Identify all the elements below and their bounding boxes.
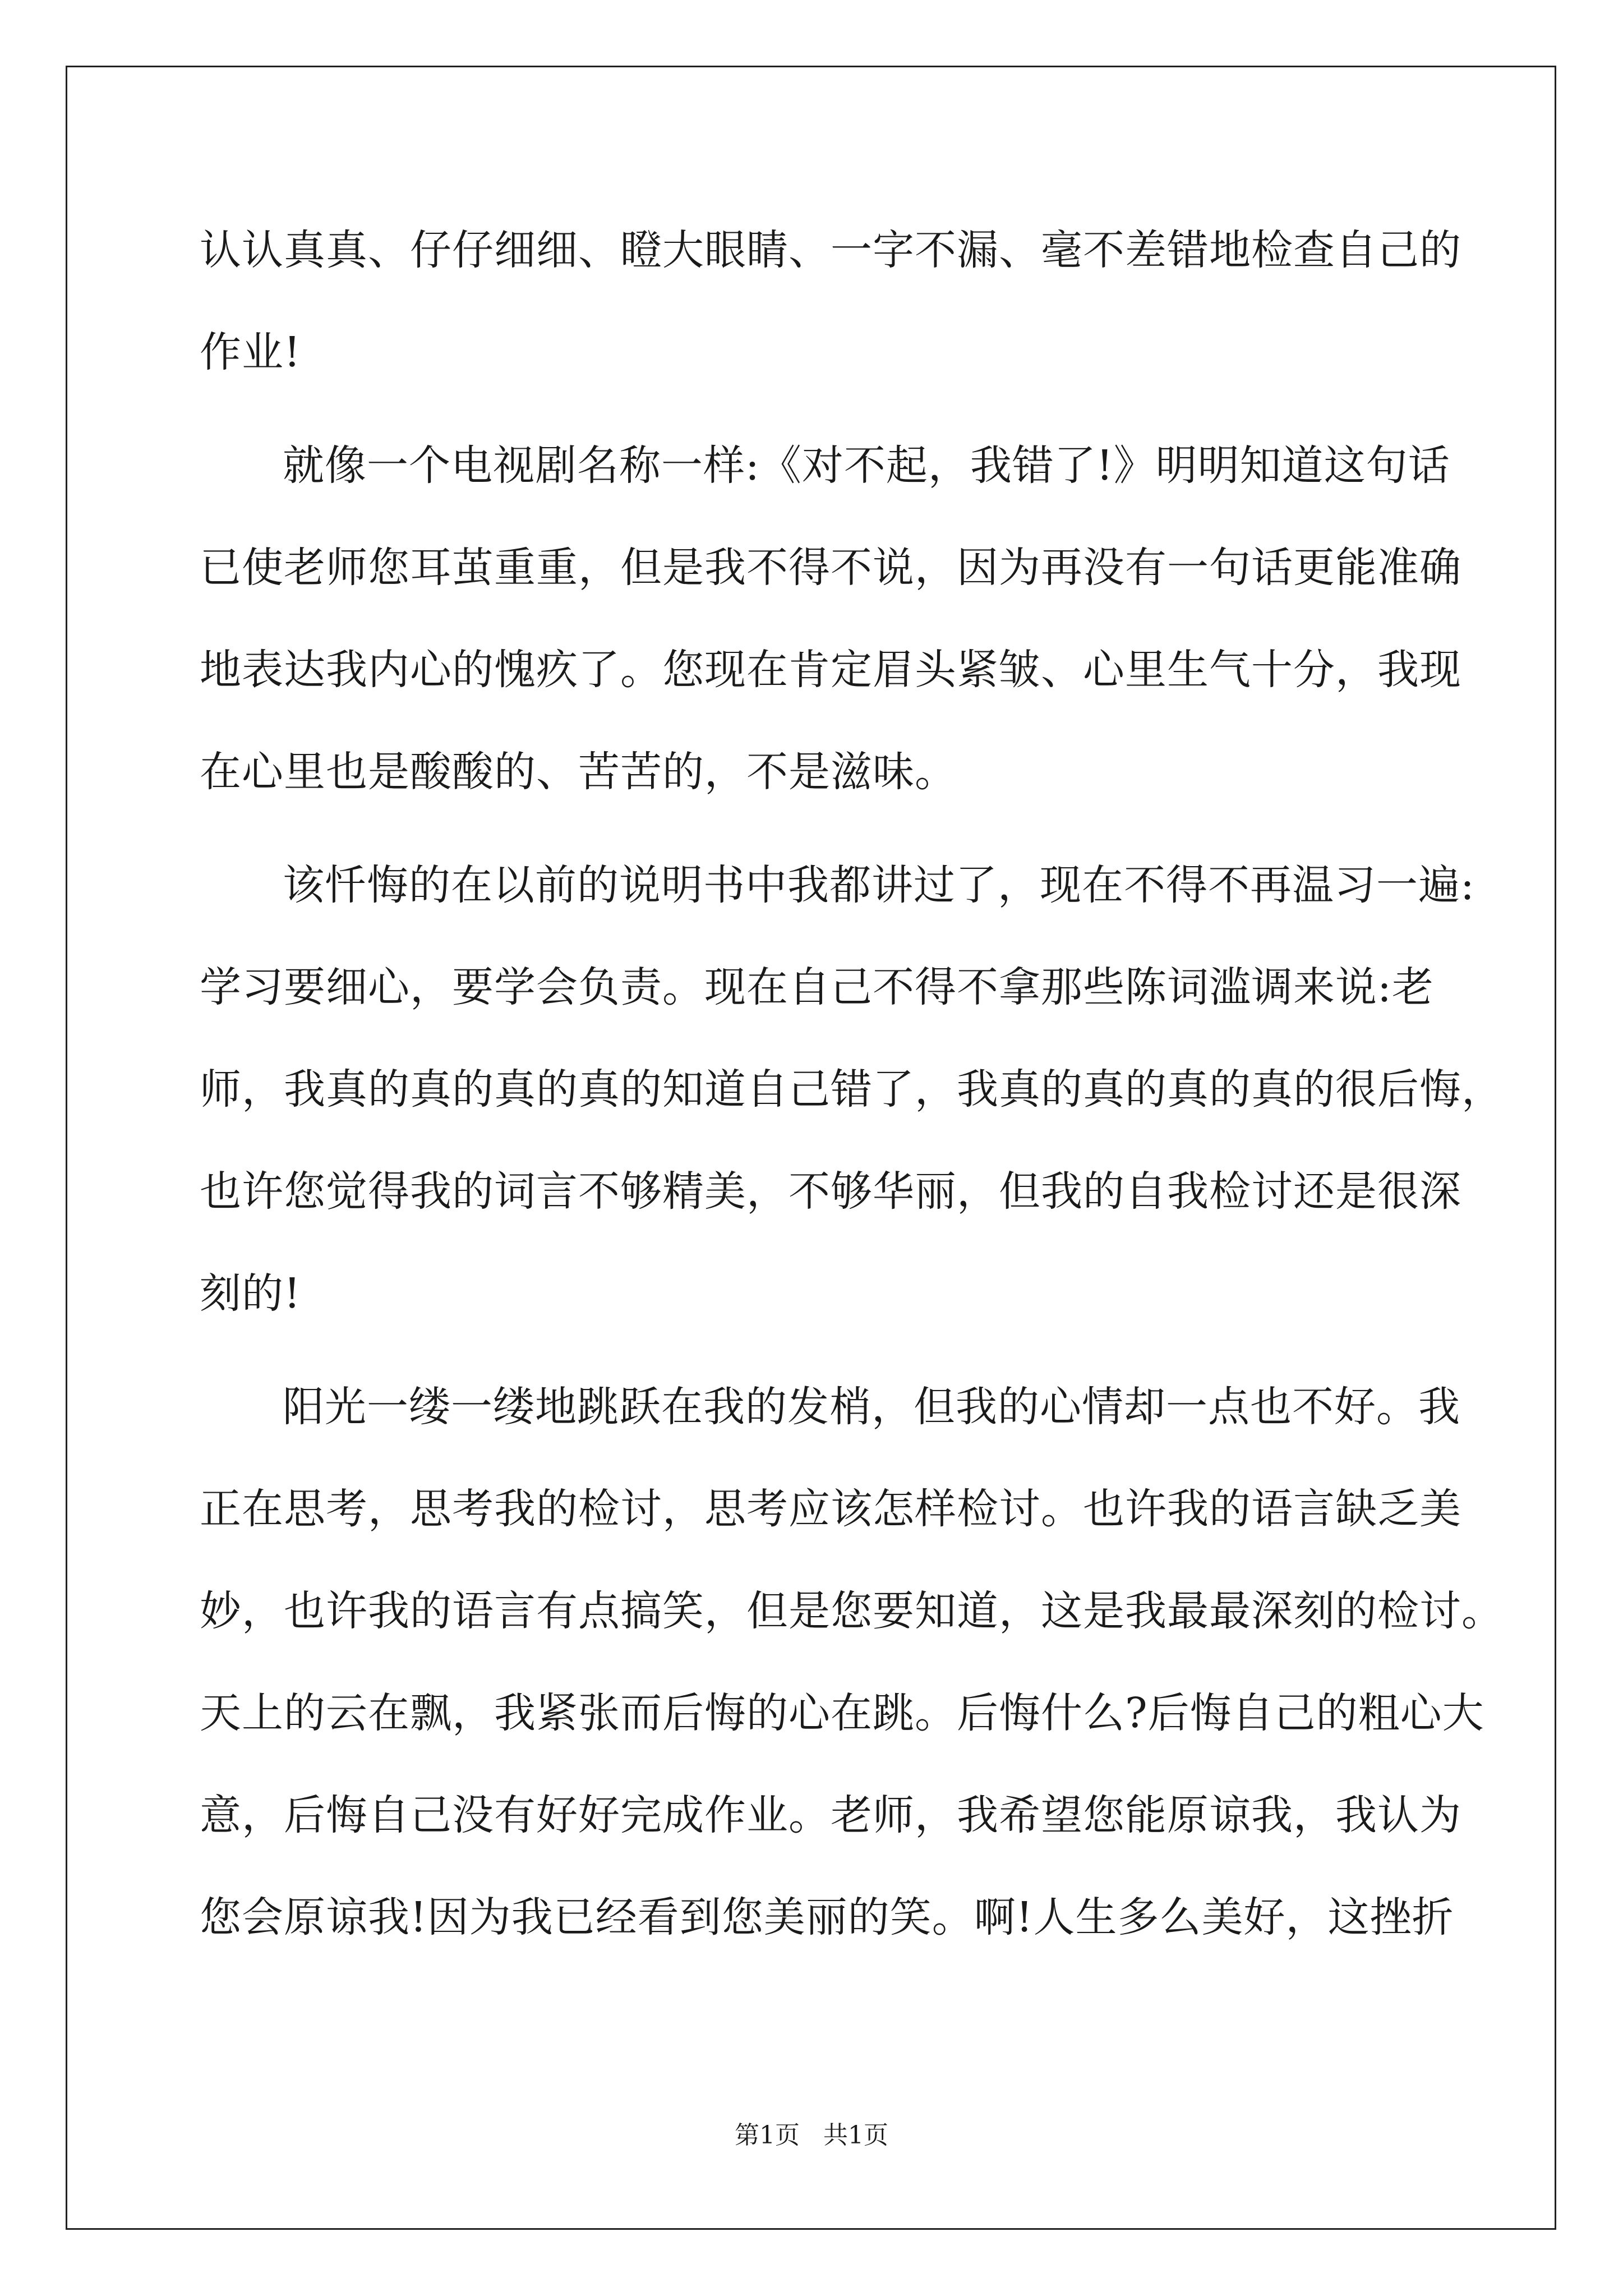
text-line: 妙，也许我的语言有点搞笑，但是您要知道，这是我最最深刻的检讨。 — [200, 1587, 1504, 1635]
text-line: 阳光一缕一缕地跳跃在我的发梢，但我的心情却一点也不好。我 — [283, 1383, 1460, 1431]
text-line: 就像一个电视剧名称一样:《对不起，我错了!》明明知道这句话 — [283, 441, 1450, 490]
text-line: 已使老师您耳茧重重，但是我不得不说，因为再没有一句话更能准确 — [200, 544, 1461, 592]
text-line: 刻的! — [200, 1269, 301, 1318]
text-line: 师，我真的真的真的真的知道自己错了，我真的真的真的真的很后悔， — [200, 1065, 1504, 1114]
text-line: 地表达我内心的愧疚了。您现在肯定眉头紧皱、心里生气十分，我现 — [200, 646, 1461, 694]
text-line: 该忏悔的在以前的说明书中我都讲过了，现在不得不再温习一遍: — [283, 861, 1475, 909]
text-line: 作业! — [200, 328, 301, 376]
text-line: 认认真真、仔仔细细、瞪大眼睛、一字不漏、毫不差错地检查自己的 — [200, 226, 1461, 274]
text-line: 在心里也是酸酸的、苦苦的，不是滋味。 — [200, 748, 957, 796]
text-line: 天上的云在飘，我紧张而后悔的心在跳。后悔什么?后悔自己的粗心大 — [200, 1689, 1484, 1737]
page-footer: 第1页 共1页 — [735, 2121, 888, 2150]
text-line: 学习要细心，要学会负责。现在自己不得不拿那些陈词滥调来说:老 — [200, 963, 1434, 1011]
text-line: 意，后悔自己没有好好完成作业。老师，我希望您能原谅我，我认为 — [200, 1791, 1461, 1839]
text-line: 也许您觉得我的词言不够精美，不够华丽，但我的自我检讨还是很深 — [200, 1167, 1461, 1216]
text-line: 您会原谅我!因为我已经看到您美丽的笑。啊!人生多么美好，这挫折 — [200, 1893, 1454, 1941]
text-line: 正在思考，思考我的检讨，思考应该怎样检讨。也许我的语言缺乏美 — [200, 1485, 1461, 1533]
